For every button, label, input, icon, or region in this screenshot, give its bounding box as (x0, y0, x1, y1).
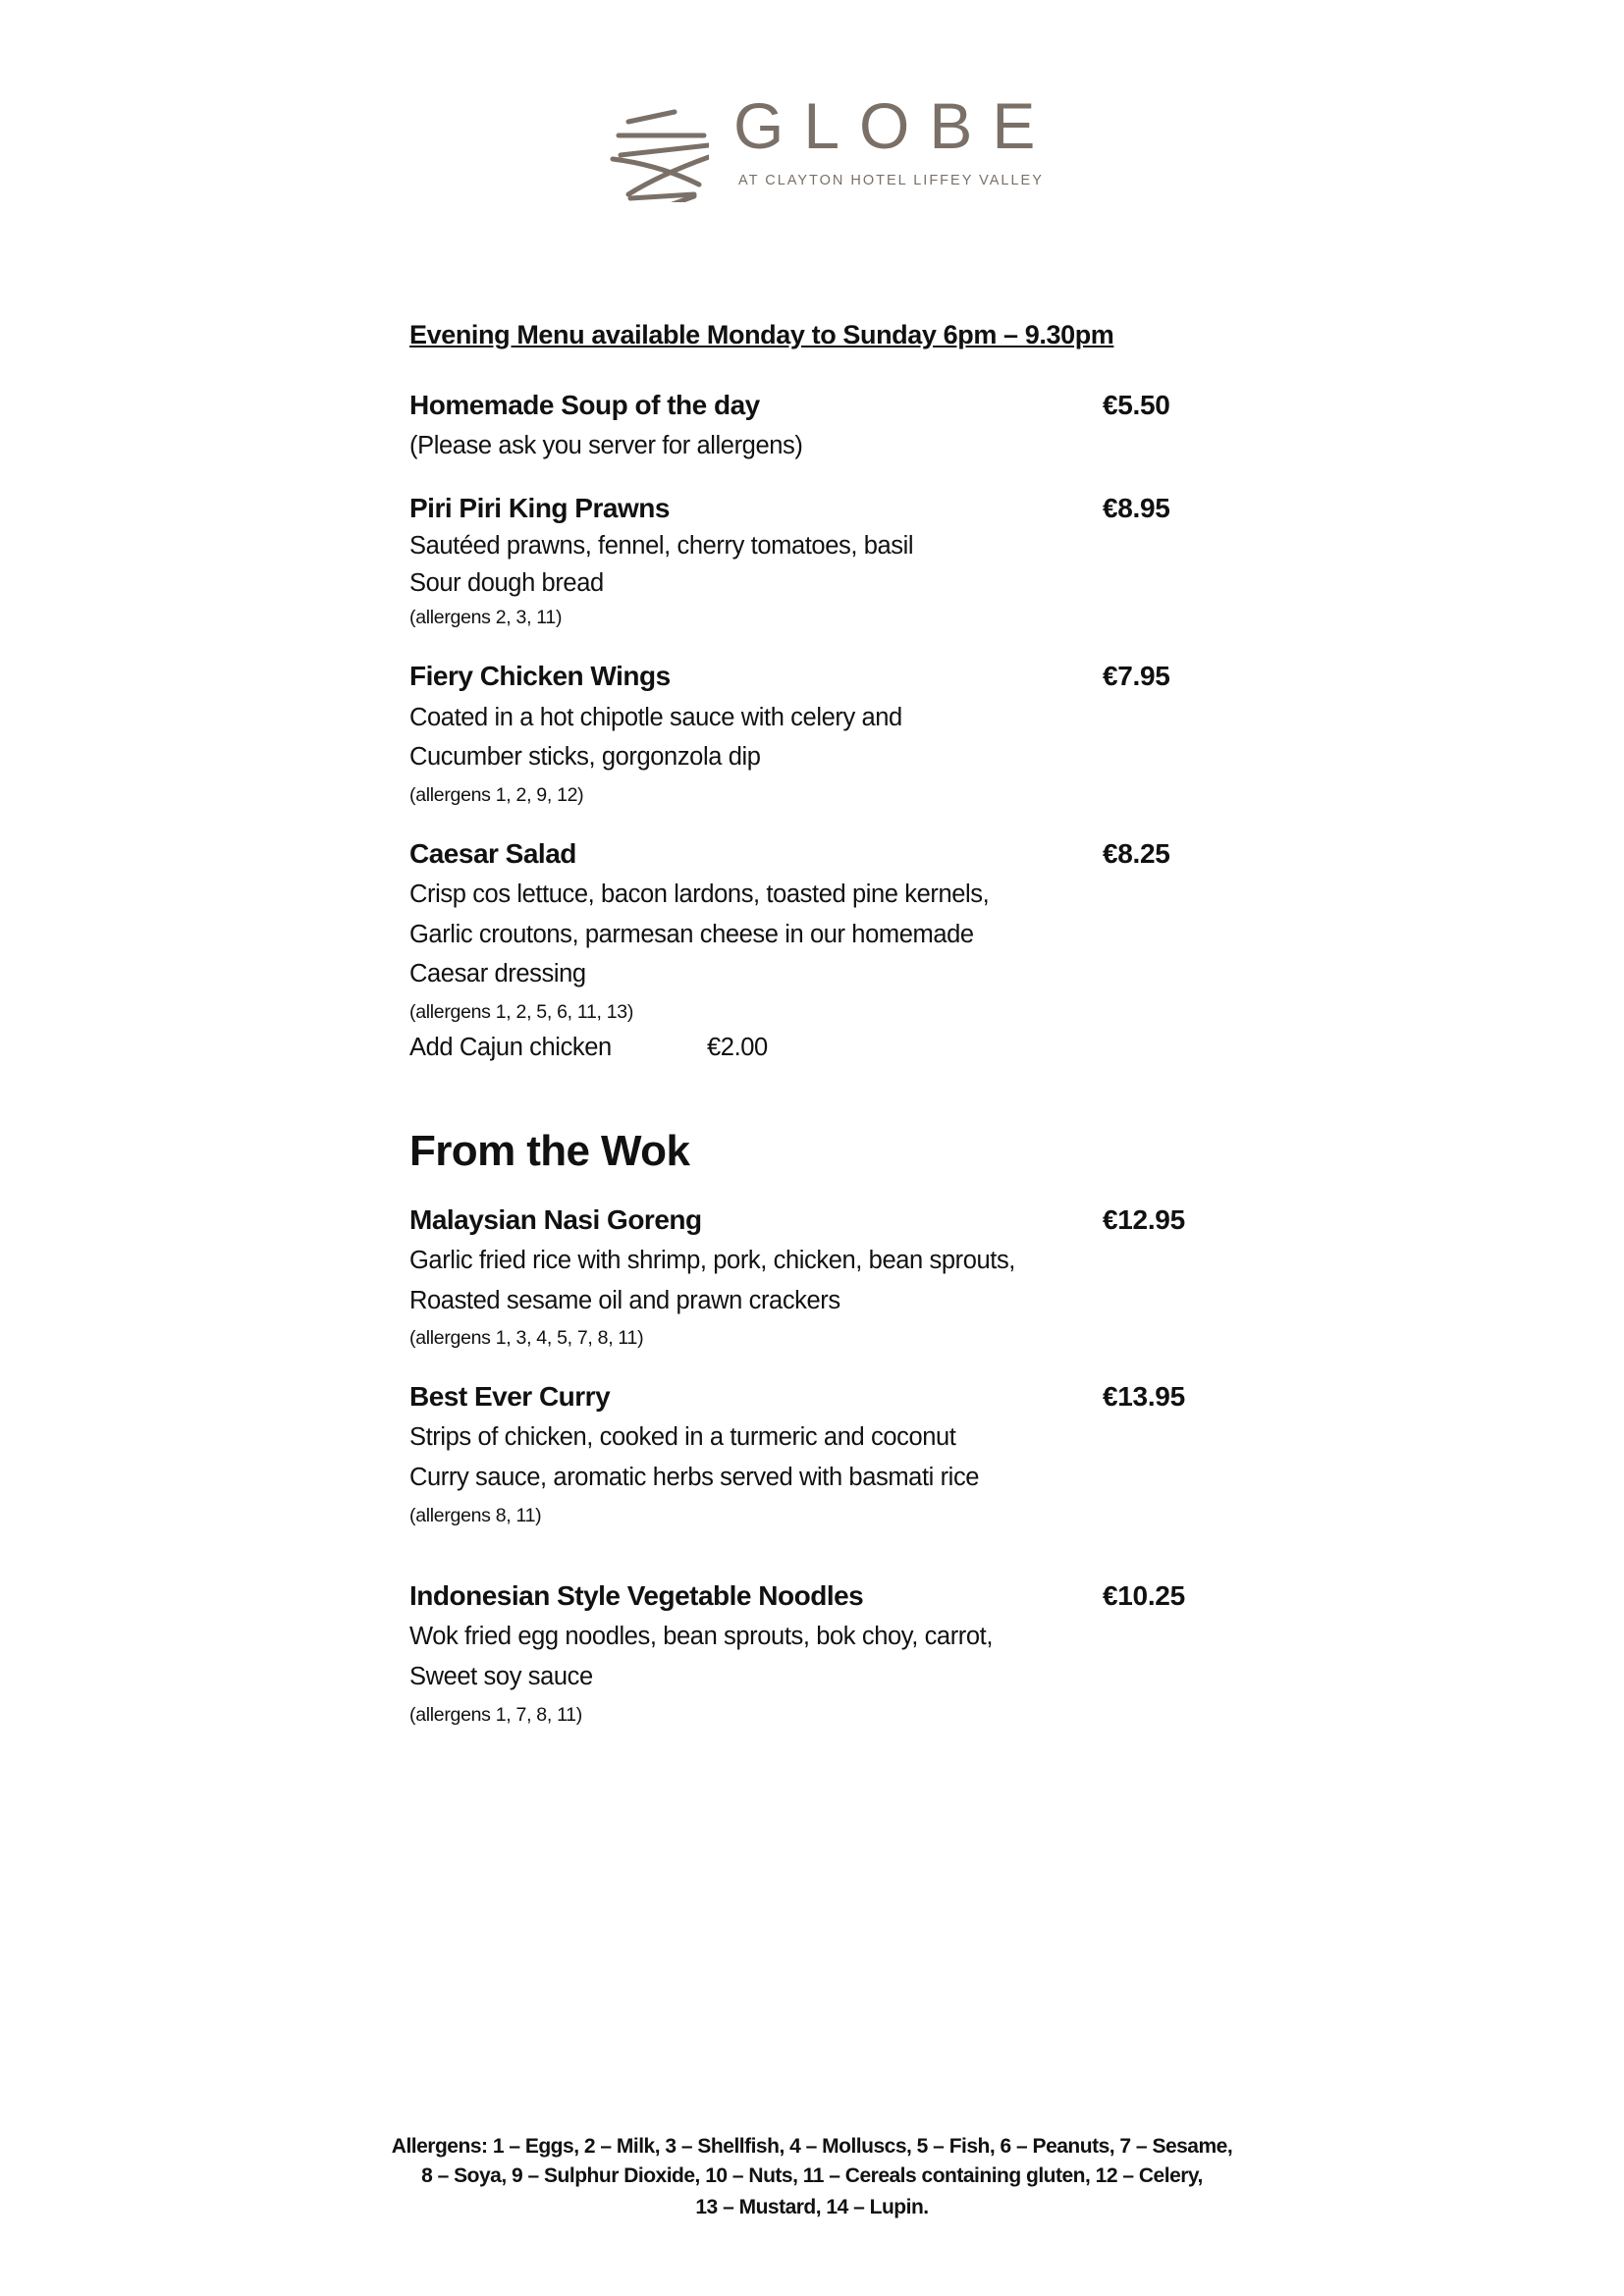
item-price: €8.25 (1103, 838, 1170, 869)
item-title: Best Ever Curry (409, 1381, 611, 1412)
item-title: Piri Piri King Prawns (409, 493, 670, 523)
item-price: €10.25 (1103, 1580, 1185, 1611)
item-description: Garlic croutons, parmesan cheese in our homemade (409, 921, 974, 948)
item-description: Caesar dressing (409, 960, 586, 988)
item-title: Indonesian Style Vegetable Noodles (409, 1580, 864, 1611)
item-price: €13.95 (1103, 1381, 1185, 1412)
item-title: Homemade Soup of the day (409, 390, 760, 420)
allergen-legend: 13 – Mustard, 14 – Lupin. (695, 2196, 929, 2218)
addon-label: Add Cajun chicken (409, 1034, 612, 1061)
menu-heading: Evening Menu available Monday to Sunday 6pm – 9.30pm (409, 320, 1114, 349)
item-title: Caesar Salad (409, 838, 576, 869)
item-allergens: (allergens 1, 3, 4, 5, 7, 8, 11) (409, 1327, 644, 1349)
item-description: Sweet soy sauce (409, 1663, 593, 1690)
item-description: Strips of chicken, cooked in a turmeric and coconut (409, 1423, 956, 1451)
item-title: Fiery Chicken Wings (409, 661, 671, 691)
allergen-legend: Allergens: 1 – Eggs, 2 – Milk, 3 – Shellfish, 4 – Molluscs, 5 – Fish, 6 – Peanuts, 7 – Sesame, (391, 2135, 1233, 2158)
item-description: Garlic fried rice with shrimp, pork, chicken, bean sprouts, (409, 1247, 1015, 1274)
item-description: (Please ask you server for allergens) (409, 432, 803, 459)
item-title: Malaysian Nasi Goreng (409, 1204, 702, 1235)
item-price: €7.95 (1103, 661, 1170, 691)
item-description: Wok fried egg noodles, bean sprouts, bok choy, carrot, (409, 1623, 994, 1650)
item-description: Sautéed prawns, fennel, cherry tomatoes, basil (409, 532, 914, 560)
brand-subtitle: AT CLAYTON HOTEL LIFFEY VALLEY (738, 173, 1044, 188)
item-description: Cucumber sticks, gorgonzola dip (409, 743, 761, 771)
globe-logo-icon (601, 94, 709, 202)
item-description: Sour dough bread (409, 569, 604, 597)
item-price: €8.95 (1103, 493, 1170, 523)
brand-name: GLOBE (733, 89, 1056, 162)
item-description: Curry sauce, aromatic herbs served with basmati rice (409, 1464, 980, 1491)
item-price: €5.50 (1103, 390, 1170, 420)
item-allergens: (allergens 8, 11) (409, 1505, 542, 1526)
item-allergens: (allergens 2, 3, 11) (409, 607, 563, 628)
item-description: Crisp cos lettuce, bacon lardons, toasted pine kernels, (409, 881, 990, 908)
globe-logo (601, 89, 1056, 202)
item-allergens: (allergens 1, 7, 8, 11) (409, 1704, 582, 1726)
item-allergens: (allergens 1, 2, 9, 12) (409, 784, 584, 806)
section-title: From the Wok (409, 1127, 690, 1175)
item-description: Coated in a hot chipotle sauce with celery and (409, 704, 902, 731)
allergen-legend: 8 – Soya, 9 – Sulphur Dioxide, 10 – Nuts, 11 – Cereals containing gluten, 12 – Celery, (421, 2164, 1203, 2187)
item-price: €12.95 (1103, 1204, 1185, 1235)
item-description: Roasted sesame oil and prawn crackers (409, 1287, 840, 1314)
addon-price: €2.00 (707, 1034, 768, 1061)
item-allergens: (allergens 1, 2, 5, 6, 11, 13) (409, 1001, 634, 1023)
